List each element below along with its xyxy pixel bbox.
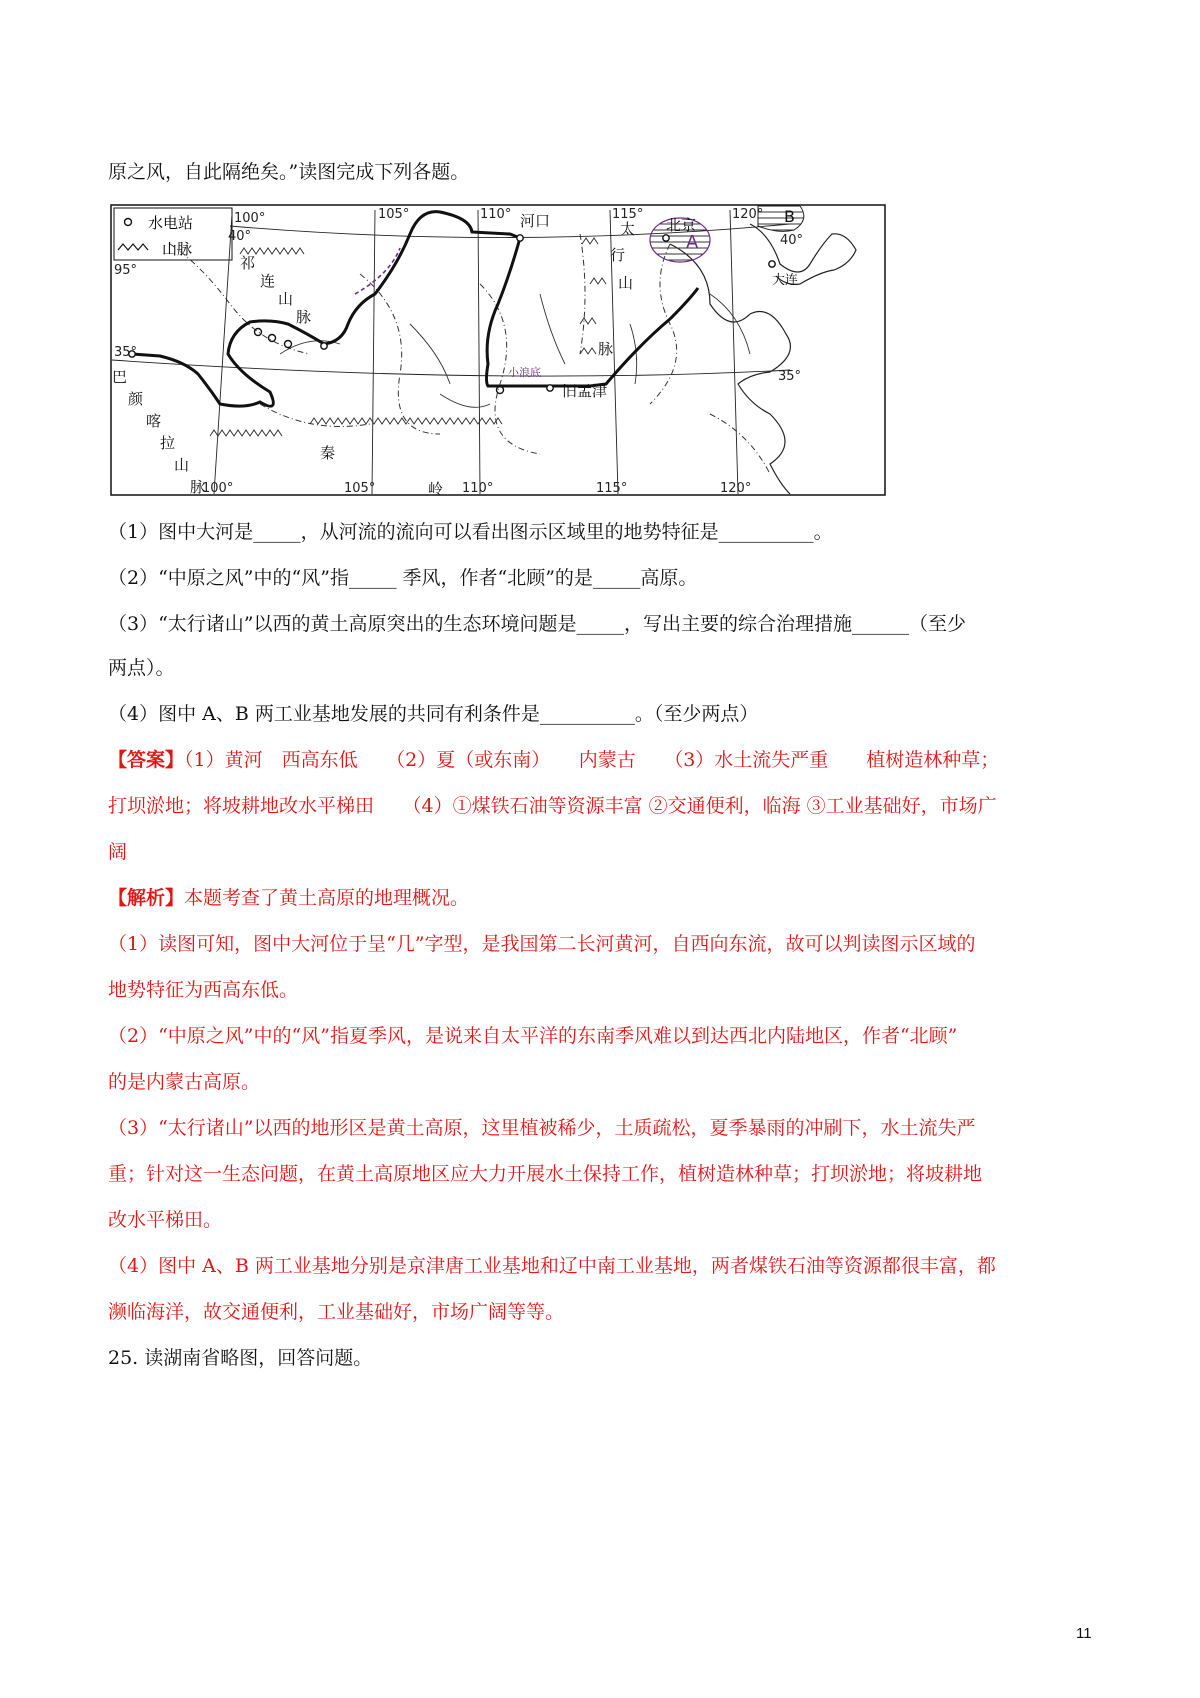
label-qinling-1: 秦 — [320, 444, 336, 462]
label-qilian-2: 连 — [260, 272, 276, 290]
analysis-intro-text: 本题考查了黄土高原的地理概况。 — [184, 887, 470, 909]
label-B: B — [784, 207, 795, 226]
lat-label-40-east: 40° — [780, 233, 804, 248]
label-hekou: 河口 — [520, 212, 551, 230]
lon-label-bottom-100: 100° — [202, 481, 234, 496]
label-bayan-1: 巴 — [112, 368, 128, 386]
label-dalian: 大连 — [772, 273, 799, 288]
lon-label-top-110: 110° — [480, 207, 512, 222]
analysis-line: （4）图中 A、B 两工业基地分别是京津唐工业基地和辽中南工业基地，两者煤铁石油等资源都很丰富，都 — [108, 1255, 996, 1277]
question-2: （2）“中原之风”中的“风”指_____ 季风，作者“北顾”的是_____高原。 — [108, 567, 698, 589]
analysis-intro — [108, 886, 469, 910]
label-bayan-6: 脉 — [190, 478, 206, 496]
analysis-tag: 【解析】 — [108, 887, 185, 909]
lon-label-top-105: 105° — [378, 207, 410, 222]
label-bayan-2: 颜 — [128, 390, 144, 408]
answer-text-1: （1）黄河 西高东低 （2）夏（或东南） 内蒙古 （3）水土流失严重 植树造林种草； — [184, 749, 1000, 771]
lat-label-40-west: 40° — [228, 229, 252, 244]
map-legend — [114, 208, 232, 260]
lon-label-bottom-115: 115° — [596, 481, 628, 496]
lon-label-top-120: 120° — [732, 207, 764, 222]
answer-tag: 【答案】 — [108, 749, 185, 771]
lat-label-35-east: 35° — [778, 369, 802, 384]
yellow-river-map — [110, 204, 886, 496]
analysis-line: （3）“太行诸山”以西的地形区是黄土高原，这里植被稀少，土质疏松，夏季暴雨的冲刷下，水土流失严 — [108, 1117, 976, 1139]
answer-line-3: 阔 — [108, 841, 128, 863]
label-jiumengjin: 旧孟津 — [562, 382, 608, 400]
lat-label-35-west: 35° — [114, 345, 138, 360]
intro-line: 原之风，自此隔绝矣。”读图完成下列各题。 — [108, 161, 470, 183]
answer-line-2: 打坝淤地；将坡耕地改水平梯田 （4）①煤铁石油等资源丰富 ②交通便利，临海 ③工业基础好，市场广 — [108, 795, 997, 817]
lon-label-top-115: 115° — [612, 207, 644, 222]
analysis-line: 地势特征为西高东低。 — [108, 979, 299, 1001]
question-1: （1）图中大河是_____，从河流的流向可以看出图示区域里的地势特征是__________。 — [108, 521, 833, 543]
label-qilian-1: 祁 — [240, 254, 256, 272]
analysis-line: 改水平梯田。 — [108, 1209, 223, 1231]
analysis-line: 的是内蒙古高原。 — [108, 1071, 261, 1093]
label-A: A — [686, 232, 699, 253]
lat-label-95: 95° — [114, 263, 138, 278]
label-xiaolangdi: 小浪底 — [508, 366, 541, 379]
label-bayan-4: 拉 — [160, 434, 176, 452]
label-beijing: 北京 — [666, 216, 697, 234]
question-4: （4）图中 A、B 两工业基地发展的共同有利条件是__________。（至少两点） — [108, 703, 759, 725]
label-taihang-3: 山 — [618, 274, 634, 292]
label-taihang-2: 行 — [610, 246, 626, 264]
lon-label-bottom-110: 110° — [462, 481, 494, 496]
analysis-line: 濒临海洋，故交通便利，工业基础好，市场广阔等等。 — [108, 1301, 565, 1323]
lon-label-bottom-105: 105° — [344, 481, 376, 496]
label-qilian-3: 山 — [278, 290, 294, 308]
base-B — [758, 206, 804, 231]
next-question: 25. 读湖南省略图，回答问题。 — [108, 1347, 373, 1369]
label-qilian-4: 脉 — [296, 308, 312, 326]
label-bayan-5: 山 — [174, 456, 190, 474]
analysis-line: （2）“中原之风”中的“风”指夏季风，是说来自太平洋的东南季风难以到达西北内陆地区，作者“北顾” — [108, 1025, 958, 1047]
page-number: 11 — [1076, 1625, 1092, 1642]
answer-line-1 — [108, 748, 999, 772]
legend-hydro-station: 水电站 — [148, 214, 194, 232]
question-3: （3）“太行诸山”以西的黄土高原突出的生态环境问题是_____，写出主要的综合治理措施______（至少 — [108, 613, 967, 635]
lon-label-top-100: 100° — [234, 211, 266, 226]
analysis-line: 重；针对这一生态问题，在黄土高原地区应大力开展水土保持工作，植树造林种草；打坝淤地；将坡耕地 — [108, 1163, 983, 1185]
label-taihang-4: 脉 — [598, 340, 614, 358]
label-taihang-1: 太 — [620, 220, 636, 238]
label-qinling-2: 岭 — [428, 480, 444, 496]
question-3-cont: 两点）。 — [108, 657, 175, 679]
analysis-line: （1）读图可知，图中大河位于呈“几”字型，是我国第二长河黄河，自西向东流，故可以判读图示区域的 — [108, 933, 976, 955]
legend-mountain: 山脉 — [162, 240, 193, 258]
label-bayan-3: 喀 — [146, 412, 162, 430]
lon-label-bottom-120: 120° — [720, 481, 752, 496]
